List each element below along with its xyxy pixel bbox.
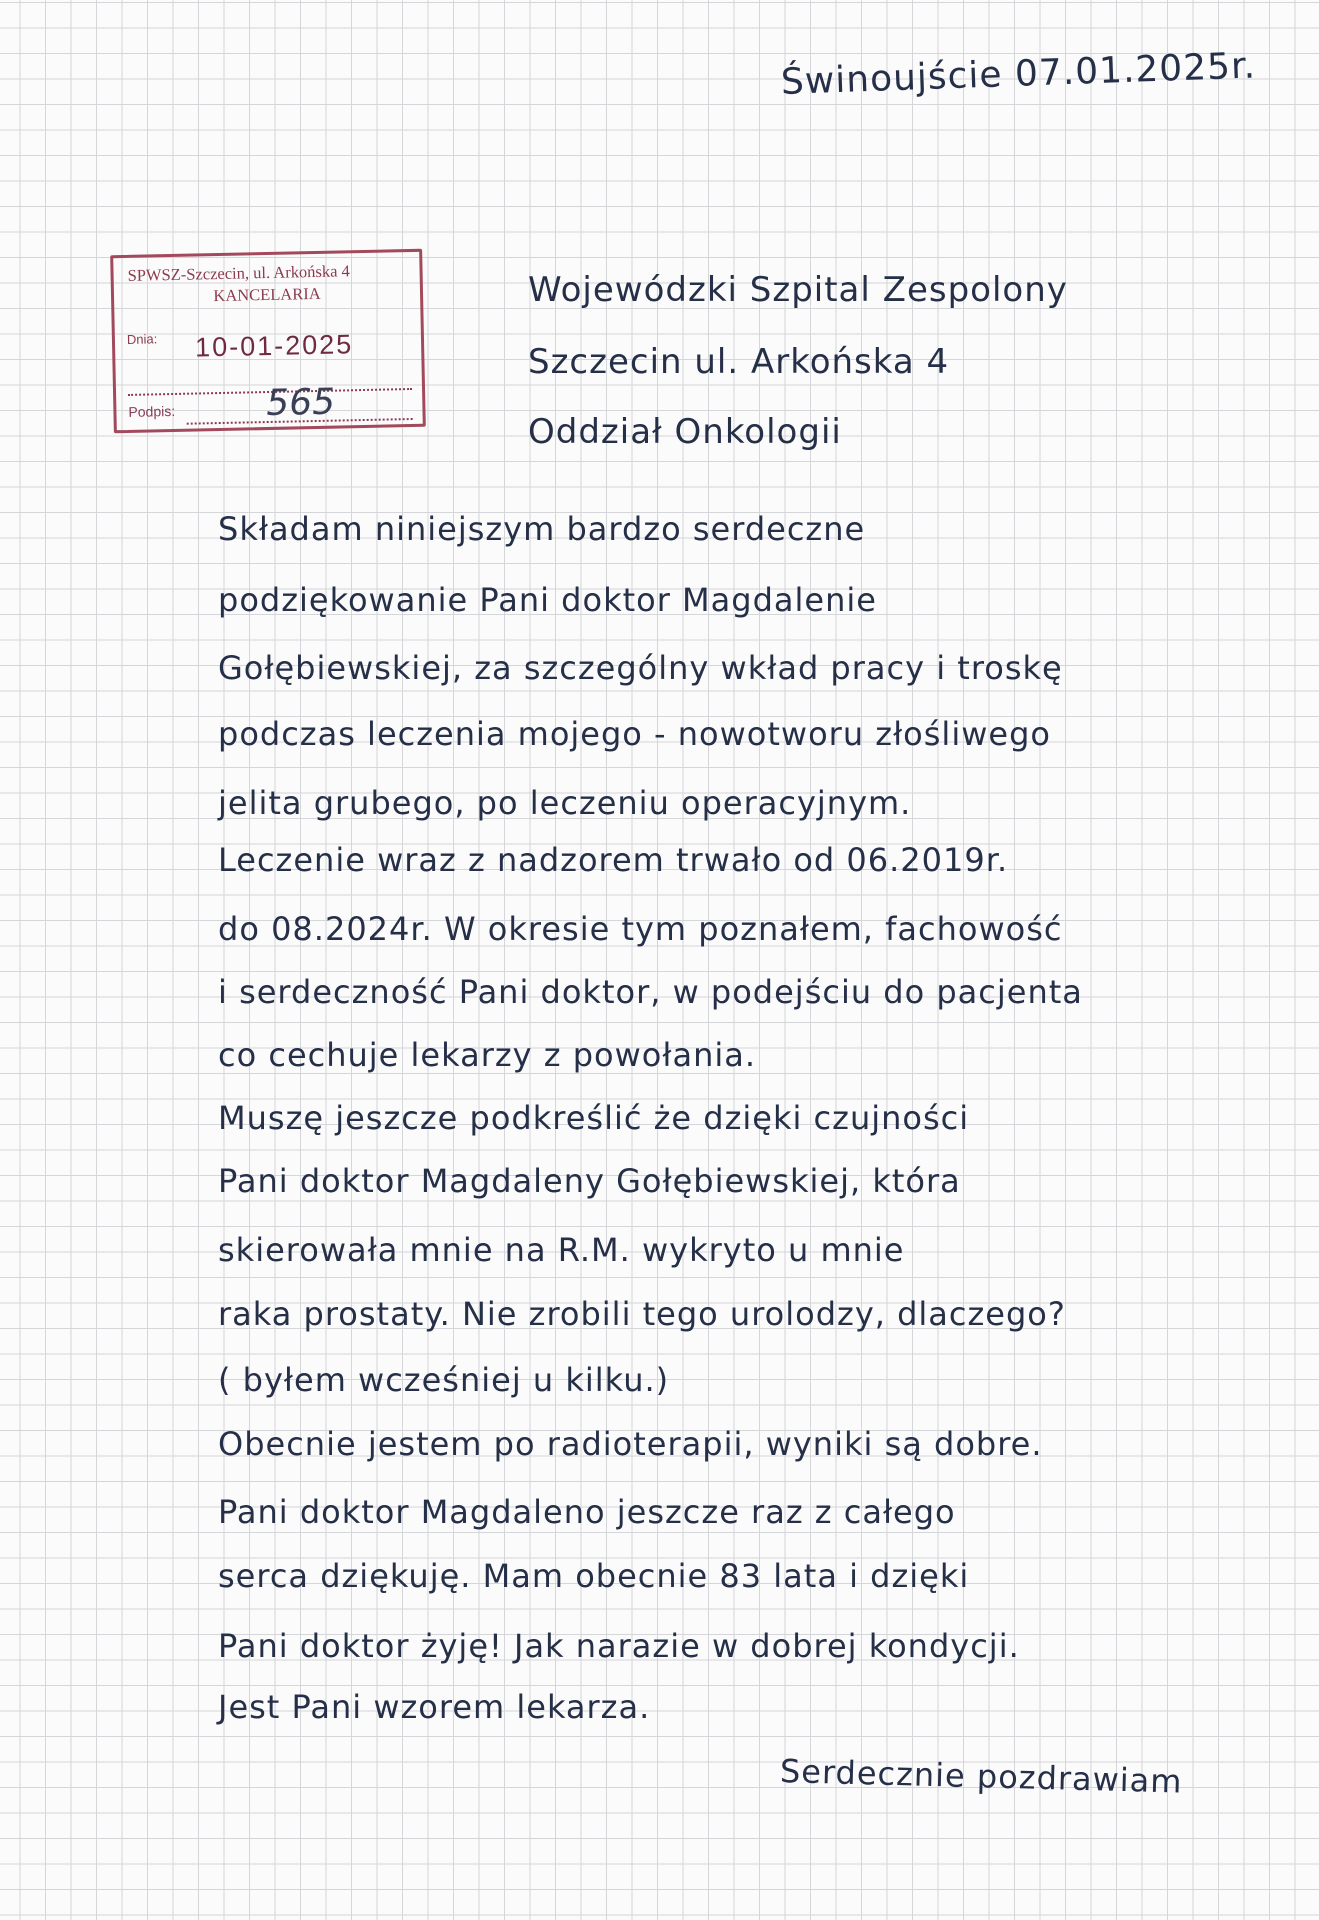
- body-line: Pani doktor żyję! Jak narazie w dobrej kondycji.: [218, 1627, 1020, 1665]
- body-line: co cechuje lekarzy z powołania.: [218, 1036, 757, 1074]
- stamp-department: KANCELARIA: [213, 283, 321, 306]
- body-line: jelita grubego, po leczeniu operacyjnym.: [218, 784, 912, 822]
- closing-greeting: Serdecznie pozdrawiam: [779, 1752, 1183, 1801]
- body-line: podziękowanie Pani doktor Magdalenie: [218, 581, 877, 619]
- recipient-line-2: Szczecin ul. Arkońska 4: [528, 342, 950, 382]
- body-line: do 08.2024r. W okresie tym poznałem, fachowość: [218, 910, 1063, 948]
- body-line: Muszę jeszcze podkreślić że dzięki czujności: [218, 1099, 970, 1137]
- stamp-organization: SPWSZ-Szczecin, ul. Arkońska 4: [127, 261, 351, 285]
- body-line: podczas leczenia mojego - nowotworu złośliwego: [218, 715, 1051, 753]
- registry-stamp: [110, 249, 426, 433]
- stamp-date-label: Dnia:: [126, 331, 158, 347]
- stamp-signature-value: 565: [265, 381, 336, 425]
- body-line: Jest Pani wzorem lekarza.: [218, 1688, 651, 1726]
- body-line: serca dziękuję. Mam obecnie 83 lata i dzięki: [218, 1557, 970, 1595]
- body-line: ( byłem wcześniej u kilku.): [218, 1361, 670, 1399]
- body-line: skierowała mnie na R.M. wykryto u mnie: [218, 1231, 905, 1269]
- stamp-date-value: 10-01-2025: [194, 329, 354, 363]
- recipient-line-3: Oddział Onkologii: [528, 412, 842, 452]
- body-line: Obecnie jestem po radioterapii, wyniki są dobre.: [218, 1425, 1043, 1463]
- recipient-line-1: Wojewódzki Szpital Zespolony: [528, 270, 1068, 310]
- body-line: Gołębiewskiej, za szczególny wkład pracy i troskę: [218, 649, 1063, 687]
- stamp-signature-label: Podpis:: [128, 402, 176, 420]
- body-line: Leczenie wraz z nadzorem trwało od 06.2019r.: [218, 841, 1009, 879]
- body-line: Pani doktor Magdaleny Gołębiewskiej, która: [218, 1162, 961, 1200]
- body-line: Pani doktor Magdaleno jeszcze raz z całego: [218, 1493, 956, 1531]
- body-line: i serdeczność Pani doktor, w podejściu do pacjenta: [218, 973, 1083, 1011]
- body-line: raka prostaty. Nie zrobili tego urolodzy, dlaczego?: [218, 1295, 1066, 1333]
- body-line: Składam niniejszym bardzo serdeczne: [218, 510, 866, 548]
- place-and-date: Świnoujście 07.01.2025r.: [780, 45, 1257, 103]
